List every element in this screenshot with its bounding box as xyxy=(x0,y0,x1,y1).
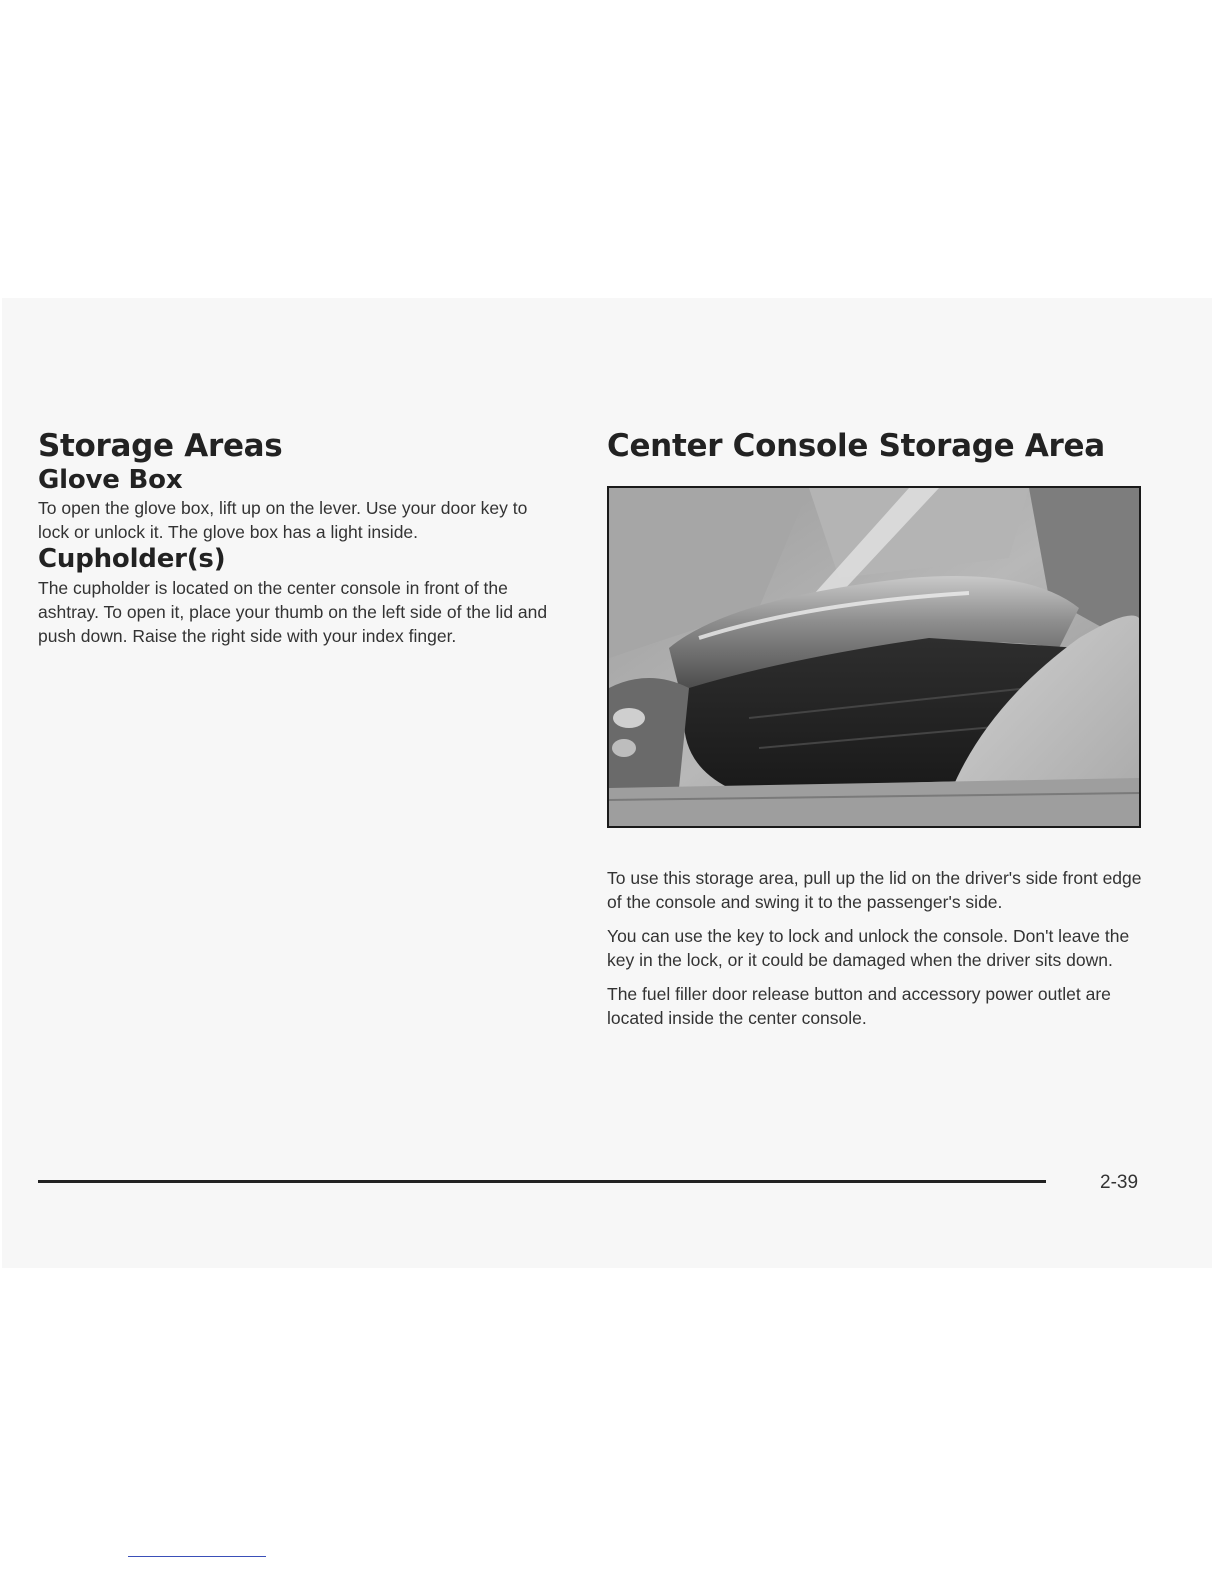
page-number: 2-39 xyxy=(1100,1172,1139,1193)
storage-areas-heading: Storage Areas xyxy=(38,428,283,464)
footer-rule xyxy=(38,1180,1046,1183)
center-console-photo xyxy=(607,486,1141,828)
console-paragraph-1: To use this storage area, pull up the lid on the driver's side front edge of the console and swing it to the passenger's side. xyxy=(607,868,1142,912)
center-console-heading: Center Console Storage Area xyxy=(607,428,1105,464)
glove-box-heading: Glove Box xyxy=(38,465,183,496)
right-column-header xyxy=(607,428,1147,465)
cupholders-heading: Cupholder(s) xyxy=(38,544,226,575)
bottom-link-underline xyxy=(128,1556,266,1557)
left-column xyxy=(38,428,558,648)
console-paragraph-3: The fuel filler door release button and accessory power outlet are located inside the center console. xyxy=(607,984,1111,1028)
cupholders-text: The cupholder is located on the center console in front of the ashtray. To open it, place your thumb on the left side of the lid and push down. Raise the right side with your index finger. xyxy=(38,577,548,646)
center-console-text xyxy=(607,866,1147,1040)
glove-box-text: To open the glove box, lift up on the lever. Use your door key to lock or unlock it. The glove box has a light inside. xyxy=(38,498,528,543)
console-paragraph-2: You can use the key to lock and unlock the console. Don't leave the key in the lock, or it could be damaged when the driver sits down. xyxy=(607,926,1130,970)
